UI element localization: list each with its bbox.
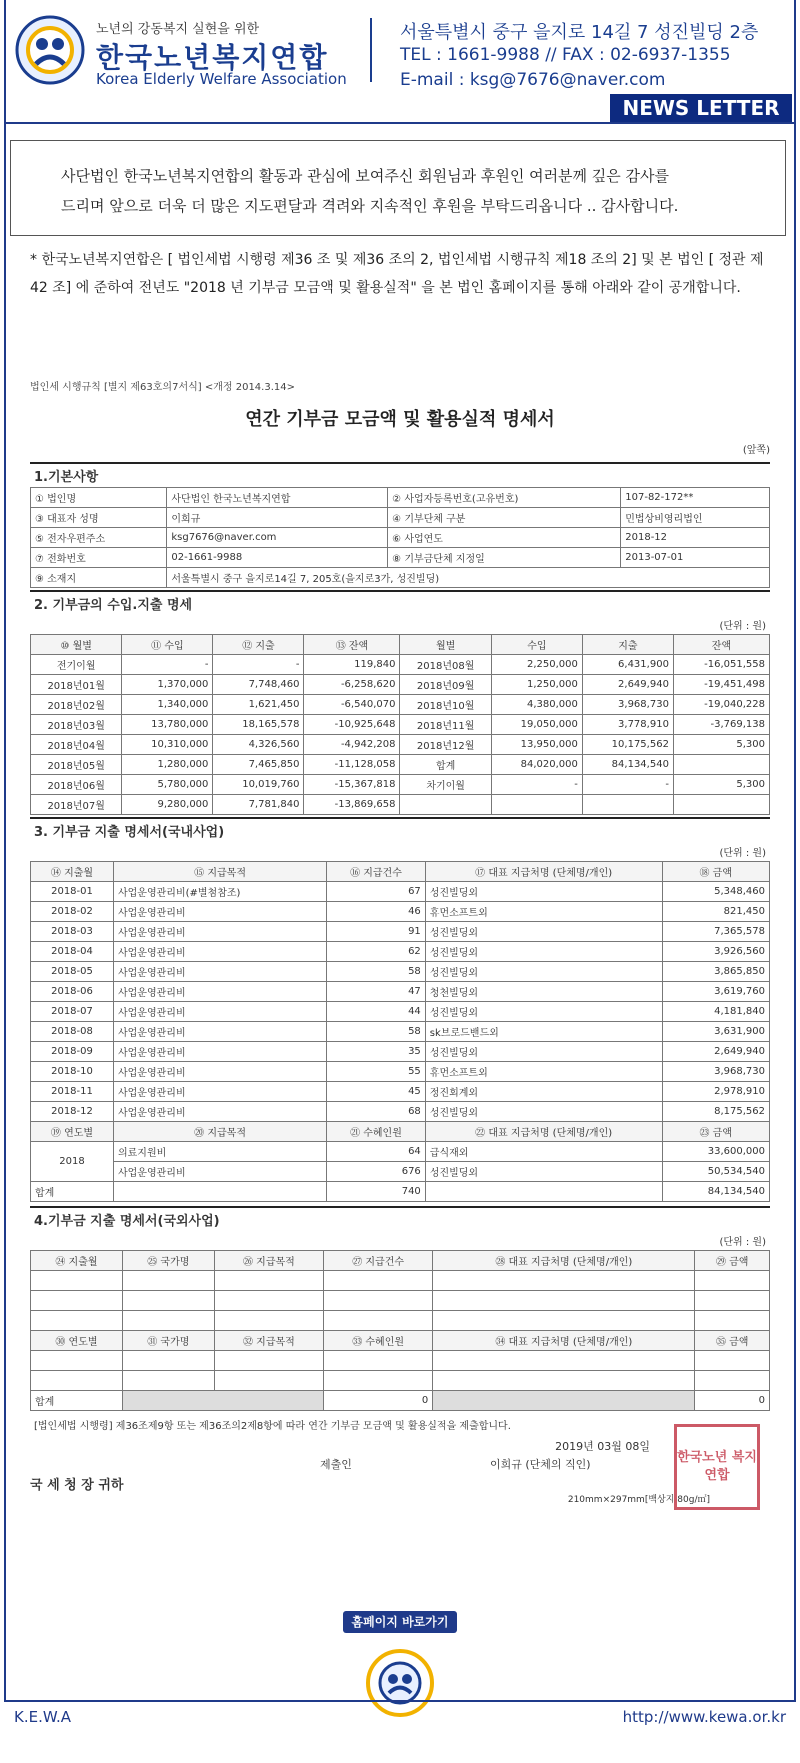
table-cell: -19,451,498 — [673, 675, 769, 695]
table-row — [31, 942, 770, 962]
table-row — [31, 1162, 770, 1182]
column-header: ㉘ 대표 지급처명 (단체명/개인) — [433, 1251, 695, 1271]
table-cell: 사업운영관리비(#별첨참조) — [113, 882, 326, 902]
total-row — [31, 1182, 770, 1202]
table-cell: 35 — [327, 1042, 426, 1062]
table-row — [31, 755, 770, 775]
table-cell: 10,019,760 — [213, 775, 304, 795]
table-cell: 2018-04 — [31, 942, 114, 962]
homepage-button[interactable]: 홈페이지 바로가기 — [343, 1611, 457, 1633]
table-row — [31, 715, 770, 735]
table-row — [31, 568, 770, 588]
table-cell: 2018-01 — [31, 882, 114, 902]
table-cell: - — [582, 775, 673, 795]
table-cell: 7,465,850 — [213, 755, 304, 775]
table-cell: 2018-10 — [31, 1062, 114, 1082]
column-header: ㉛ 국가명 — [122, 1331, 214, 1351]
table-cell — [425, 1182, 662, 1202]
table-cell: 사업운영관리비 — [113, 1062, 326, 1082]
table-row — [31, 1371, 770, 1391]
table-row — [31, 1271, 770, 1291]
table-row — [31, 1082, 770, 1102]
table-row — [31, 695, 770, 715]
table-row — [31, 1022, 770, 1042]
table-cell: 3,778,910 — [582, 715, 673, 735]
table-row — [31, 1042, 770, 1062]
table-cell: 45 — [327, 1082, 426, 1102]
table-cell — [400, 795, 491, 815]
field-value: 2018-12 — [621, 528, 770, 548]
footer-rule — [4, 1700, 796, 1702]
table-cell: sk브로드밴드외 — [425, 1022, 662, 1042]
table-cell: 성진빌딩외 — [425, 942, 662, 962]
right-border — [794, 0, 796, 1700]
table-cell: 62 — [327, 942, 426, 962]
total-row — [31, 1391, 770, 1411]
table-cell: 84,134,540 — [582, 755, 673, 775]
table-cell: 5,300 — [673, 735, 769, 755]
table-cell: 2018년04월 — [31, 735, 122, 755]
table-cell: 1,250,000 — [491, 675, 582, 695]
table-header-row — [31, 1251, 770, 1271]
newsletter-badge: NEWS LETTER — [610, 94, 792, 122]
table-row — [31, 775, 770, 795]
header-rule — [4, 122, 796, 124]
table-cell: 5,300 — [673, 775, 769, 795]
table-cell: 사업운영관리비 — [113, 1162, 326, 1182]
table-cell: 2018년06월 — [31, 775, 122, 795]
logo-title: 한국노년복지연합 — [96, 41, 329, 74]
table-cell: 사업운영관리비 — [113, 902, 326, 922]
table-cell: 10,310,000 — [122, 735, 213, 755]
table-cell: 2,649,940 — [582, 675, 673, 695]
column-header: ㉙ 금액 — [695, 1251, 770, 1271]
table-cell — [491, 795, 582, 815]
table-cell: 2018년03월 — [31, 715, 122, 735]
table-cell: 차기이월 — [400, 775, 491, 795]
column-header: ㉜ 지급목적 — [214, 1331, 323, 1351]
total-count: 740 — [327, 1182, 426, 1202]
table-cell: 2018-07 — [31, 1002, 114, 1022]
column-header: ㉗ 지급건수 — [324, 1251, 433, 1271]
table-cell: 청천빌딩외 — [425, 982, 662, 1002]
table-header-row — [31, 635, 770, 655]
table-cell: 2018년05월 — [31, 755, 122, 775]
table-cell: 67 — [327, 882, 426, 902]
table-cell: 2018년02월 — [31, 695, 122, 715]
header-divider — [370, 18, 372, 82]
field-value: 02-1661-9988 — [167, 548, 388, 568]
table-cell: 사업운영관리비 — [113, 962, 326, 982]
table-cell: 1,280,000 — [122, 755, 213, 775]
table-row — [31, 982, 770, 1002]
field-label: ⑦ 전화번호 — [31, 548, 167, 568]
table-cell: 2018년01월 — [31, 675, 122, 695]
table-cell: 18,165,578 — [213, 715, 304, 735]
table-cell: -4,942,208 — [304, 735, 400, 755]
address: 서울특별시 중구 을지로 14길 7 성진빌딩 2층 — [400, 22, 759, 43]
total-amount: 0 — [695, 1391, 770, 1411]
column-header: ⑳ 지급목적 — [113, 1122, 326, 1142]
table-cell: 성진빌딩외 — [425, 1002, 662, 1022]
field-label: ① 법인명 — [31, 488, 167, 508]
table-cell: 사업운영관리비 — [113, 1002, 326, 1022]
table-cell: -3,769,138 — [673, 715, 769, 735]
table-cell: 성진빌딩외 — [425, 962, 662, 982]
domestic-expense-table — [30, 861, 770, 1202]
header — [0, 0, 800, 122]
table-cell: 2018-09 — [31, 1042, 114, 1062]
column-header: ⑫ 지출 — [213, 635, 304, 655]
recipient: 국 세 청 장 귀하 — [30, 1478, 124, 1493]
table-cell: 3,926,560 — [662, 942, 769, 962]
form-reference: 법인세 시행규칙 [별지 제63호의7서식] <개정 2014.3.14> — [30, 382, 295, 393]
field-value: ksg7676@naver.com — [167, 528, 388, 548]
table-row — [31, 548, 770, 568]
table-cell: 3,631,900 — [662, 1022, 769, 1042]
unit-label: (단위 : 원) — [719, 1237, 766, 1248]
table-cell: 휴먼소프트외 — [425, 902, 662, 922]
column-header: ⑮ 지급목적 — [113, 862, 326, 882]
greeting-line-1: 사단법인 한국노년복지연합의 활동과 관심에 보여주신 회원님과 후원인 여러분께 깊은 감사를 — [61, 167, 670, 185]
table-cell: -6,540,070 — [304, 695, 400, 715]
table-cell: 64 — [327, 1142, 426, 1162]
table-cell: - — [491, 775, 582, 795]
table-cell: 성진빌딩외 — [425, 1102, 662, 1122]
table-row — [31, 1102, 770, 1122]
left-border — [4, 0, 6, 1700]
table-row — [31, 1351, 770, 1371]
table-cell: 4,380,000 — [491, 695, 582, 715]
table-cell: 58 — [327, 962, 426, 982]
table-row — [31, 795, 770, 815]
table-row — [31, 962, 770, 982]
document-title: 연간 기부금 모금액 및 활용실적 명세서 — [245, 409, 555, 430]
field-label: ⑥ 사업연도 — [388, 528, 621, 548]
column-header: ⑬ 잔액 — [304, 635, 400, 655]
table-cell: 2018년12월 — [400, 735, 491, 755]
field-value: 2013-07-01 — [621, 548, 770, 568]
table-cell: 2018년10월 — [400, 695, 491, 715]
table-cell: 2018-08 — [31, 1022, 114, 1042]
table-cell: 합계 — [400, 755, 491, 775]
table-cell: 2018년11월 — [400, 715, 491, 735]
table-header-row — [31, 862, 770, 882]
table-cell — [673, 795, 769, 815]
table-cell: 46 — [327, 902, 426, 922]
table-cell: 1,340,000 — [122, 695, 213, 715]
table-cell: 47 — [327, 982, 426, 1002]
column-header: ㉞ 대표 지급처명 (단체명/개인) — [433, 1331, 695, 1351]
table-cell: 3,968,730 — [582, 695, 673, 715]
greeting-line-2: 드리며 앞으로 더욱 더 많은 지도편달과 격려와 지속적인 후원을 부탁드리옵니다 .. 감사합니다. — [61, 197, 679, 215]
table-cell: -15,367,818 — [304, 775, 400, 795]
column-header: ⑪ 수입 — [122, 635, 213, 655]
table-cell: 7,748,460 — [213, 675, 304, 695]
table-cell: 91 — [327, 922, 426, 942]
table-cell: 55 — [327, 1062, 426, 1082]
section-2-title: 2. 기부금의 수입.지출 명세 — [30, 590, 770, 615]
table-cell: 4,181,840 — [662, 1002, 769, 1022]
table-cell: 2018년09월 — [400, 675, 491, 695]
column-header: ⑩ 월별 — [31, 635, 122, 655]
unit-label: (단위 : 원) — [719, 621, 766, 632]
table-cell: 사업운영관리비 — [113, 942, 326, 962]
table-header-row — [31, 1122, 770, 1142]
total-amount: 84,134,540 — [662, 1182, 769, 1202]
column-header: ⑲ 연도별 — [31, 1122, 114, 1142]
disclosure-notice: * 한국노년복지연합은 [ 법인세법 시행령 제36 조 및 제36 조의 2, 법인세법 시행규칙 제18 조의 2] 및 본 법인 [ 정관 제42 조] 에 준하여 전년도 "2018 년 기부금 모금액 및 활용실적" 을 본 법인 홈페이지를 통해 아래와 같이 공개합니다. — [30, 252, 764, 296]
section-1-title: 1.기본사항 — [30, 462, 770, 487]
table-cell: 정진회계외 — [425, 1082, 662, 1102]
column-header: 지출 — [582, 635, 673, 655]
table-cell: 50,534,540 — [662, 1162, 769, 1182]
paper-spec: 210mm×297mm[백상지 80g/㎡] — [567, 1495, 710, 1505]
table-cell — [582, 795, 673, 815]
table-cell: 사업운영관리비 — [113, 1022, 326, 1042]
field-value: 107-82-172** — [621, 488, 770, 508]
total-count: 0 — [324, 1391, 433, 1411]
table-cell: - — [122, 655, 213, 675]
column-header: ㉓ 금액 — [662, 1122, 769, 1142]
field-label: ③ 대표자 성명 — [31, 508, 167, 528]
table-cell: 2018-02 — [31, 902, 114, 922]
table-cell: 1,370,000 — [122, 675, 213, 695]
table-cell: 급식재외 — [425, 1142, 662, 1162]
front-side-label: (앞쪽) — [742, 445, 770, 456]
footer-url-link[interactable]: http://www.kewa.or.kr — [622, 1708, 786, 1726]
table-row — [31, 488, 770, 508]
table-cell: 68 — [327, 1102, 426, 1122]
signature-area — [30, 1438, 770, 1508]
table-cell: 5,780,000 — [122, 775, 213, 795]
seal-text: 한국노년 복지연합 — [677, 1450, 757, 1483]
table-cell: 7,365,578 — [662, 922, 769, 942]
table-cell: 13,950,000 — [491, 735, 582, 755]
year-cell: 2018 — [31, 1142, 114, 1182]
table-cell: -6,258,620 — [304, 675, 400, 695]
field-value: 민법상비영리법인 — [621, 508, 770, 528]
table-cell: -10,925,648 — [304, 715, 400, 735]
submit-date: 2019년 03월 08일 — [555, 1440, 650, 1453]
table-cell: 3,619,760 — [662, 982, 769, 1002]
table-cell: 119,840 — [304, 655, 400, 675]
table-row — [31, 1291, 770, 1311]
table-cell: -16,051,558 — [673, 655, 769, 675]
table-cell: 성진빌딩외 — [425, 882, 662, 902]
table-cell: 성진빌딩외 — [425, 1162, 662, 1182]
table-cell: 8,175,562 — [662, 1102, 769, 1122]
column-header: ㉑ 수혜인원 — [327, 1122, 426, 1142]
table-cell: - — [213, 655, 304, 675]
table-cell: 전기이월 — [31, 655, 122, 675]
footer-seal-logo-icon — [365, 1648, 435, 1718]
column-header: 월별 — [400, 635, 491, 655]
table-cell: 58 — [327, 1022, 426, 1042]
donation-statement-document — [30, 378, 770, 1508]
table-row — [31, 735, 770, 755]
logo-slogan: 노년의 강동복지 실현을 위한 — [96, 22, 260, 37]
table-cell: 2,649,940 — [662, 1042, 769, 1062]
column-header: ⑱ 금액 — [662, 862, 769, 882]
logo-english: Korea Elderly Welfare Association — [96, 70, 347, 88]
column-header: ㉒ 대표 지급처명 (단체명/개인) — [425, 1122, 662, 1142]
table-cell: 13,780,000 — [122, 715, 213, 735]
table-cell: 사업운영관리비 — [113, 1102, 326, 1122]
tel-fax: TEL : 1661-9988 // FAX : 02-6937-1355 — [400, 45, 731, 65]
table-row — [31, 882, 770, 902]
table-cell: 5,348,460 — [662, 882, 769, 902]
table-row — [31, 902, 770, 922]
table-cell: 2018-05 — [31, 962, 114, 982]
column-header: 잔액 — [673, 635, 769, 655]
column-header: ⑭ 지출월 — [31, 862, 114, 882]
table-row — [31, 1062, 770, 1082]
column-header: ㉖ 지급목적 — [214, 1251, 323, 1271]
table-cell: 사업운영관리비 — [113, 1082, 326, 1102]
section-4-title: 4.기부금 지출 명세서(국외사업) — [30, 1206, 770, 1231]
table-cell: 2018년08월 — [400, 655, 491, 675]
table-cell: -11,128,058 — [304, 755, 400, 775]
table-cell: 2018-06 — [31, 982, 114, 1002]
table-cell — [113, 1182, 326, 1202]
table-row — [31, 1002, 770, 1022]
basic-info-table — [30, 487, 770, 588]
table-cell: 10,175,562 — [582, 735, 673, 755]
column-header: ㉝ 수혜인원 — [324, 1331, 433, 1351]
table-cell: 2018-11 — [31, 1082, 114, 1102]
table-cell: 사업운영관리비 — [113, 922, 326, 942]
submitter-label: 제출인 — [320, 1458, 352, 1471]
table-cell: 2,250,000 — [491, 655, 582, 675]
table-cell: -19,040,228 — [673, 695, 769, 715]
kewa-logo-icon — [14, 14, 86, 86]
table-cell: 성진빌딩외 — [425, 1042, 662, 1062]
table-cell: 3,968,730 — [662, 1062, 769, 1082]
declaration: [법인세법 시행령] 제36조제9항 또는 제36조의2제8항에 따라 연간 기부금 모금액 및 활용실적을 제출합니다. — [34, 1421, 511, 1432]
table-cell: 사업운영관리비 — [113, 1042, 326, 1062]
table-row — [31, 675, 770, 695]
table-row — [31, 528, 770, 548]
table-cell: 휴먼소프트외 — [425, 1062, 662, 1082]
column-header: ㉕ 국가명 — [122, 1251, 214, 1271]
table-cell: 821,450 — [662, 902, 769, 922]
total-label: 합계 — [31, 1182, 114, 1202]
table-cell — [673, 755, 769, 775]
column-header: ㉟ 금액 — [695, 1331, 770, 1351]
table-cell: 4,326,560 — [213, 735, 304, 755]
column-header: ⑰ 대표 지급처명 (단체명/개인) — [425, 862, 662, 882]
footer-org-abbr: K.E.W.A — [14, 1708, 71, 1726]
column-header: ⑯ 지급건수 — [327, 862, 426, 882]
table-cell: 44 — [327, 1002, 426, 1022]
location-value: 서울특별시 중구 을지로14길 7, 205호(을지로3가, 성진빌딩) — [167, 568, 770, 588]
table-cell: 6,431,900 — [582, 655, 673, 675]
table-cell: 2,978,910 — [662, 1082, 769, 1102]
field-label: ④ 기부단체 구분 — [388, 508, 621, 528]
table-cell: 33,600,000 — [662, 1142, 769, 1162]
column-header: 수입 — [491, 635, 582, 655]
table-cell: 사업운영관리비 — [113, 982, 326, 1002]
section-3-title: 3. 기부금 지출 명세서(국내사업) — [30, 817, 770, 842]
table-cell: 2018-03 — [31, 922, 114, 942]
table-row — [31, 508, 770, 528]
column-header: ㉔ 지출월 — [31, 1251, 123, 1271]
field-label: ⑧ 기부금단체 지정일 — [388, 548, 621, 568]
submitter-name: 이희규 (단체의 직인) — [490, 1458, 591, 1471]
unit-label: (단위 : 원) — [719, 848, 766, 859]
field-value: 이희규 — [167, 508, 388, 528]
table-row — [31, 1142, 770, 1162]
table-cell: 성진빌딩외 — [425, 922, 662, 942]
table-cell: 3,865,850 — [662, 962, 769, 982]
field-label: ⑤ 전자우편주소 — [31, 528, 167, 548]
official-seal-icon — [674, 1424, 760, 1510]
table-row — [31, 1311, 770, 1331]
table-cell: 9,280,000 — [122, 795, 213, 815]
table-cell: 1,621,450 — [213, 695, 304, 715]
table-cell: 7,781,840 — [213, 795, 304, 815]
field-value: 사단법인 한국노년복지연합 — [167, 488, 388, 508]
total-label: 합계 — [31, 1391, 123, 1411]
table-cell: 19,050,000 — [491, 715, 582, 735]
table-header-row — [31, 1331, 770, 1351]
table-row — [31, 655, 770, 675]
greeting-box — [10, 140, 786, 236]
table-cell: 84,020,000 — [491, 755, 582, 775]
table-cell: 2018-12 — [31, 1102, 114, 1122]
table-cell: -13,869,658 — [304, 795, 400, 815]
table-cell: 676 — [327, 1162, 426, 1182]
overseas-expense-table — [30, 1250, 770, 1411]
table-row — [31, 922, 770, 942]
income-expense-table — [30, 634, 770, 815]
location-label: ⑨ 소재지 — [31, 568, 167, 588]
table-cell: 2018년07월 — [31, 795, 122, 815]
column-header: ㉚ 연도별 — [31, 1331, 123, 1351]
table-cell: 의료지원비 — [113, 1142, 326, 1162]
email: E-mail : ksg@7676@naver.com — [400, 70, 666, 90]
field-label: ② 사업자등록번호(고유번호) — [388, 488, 621, 508]
